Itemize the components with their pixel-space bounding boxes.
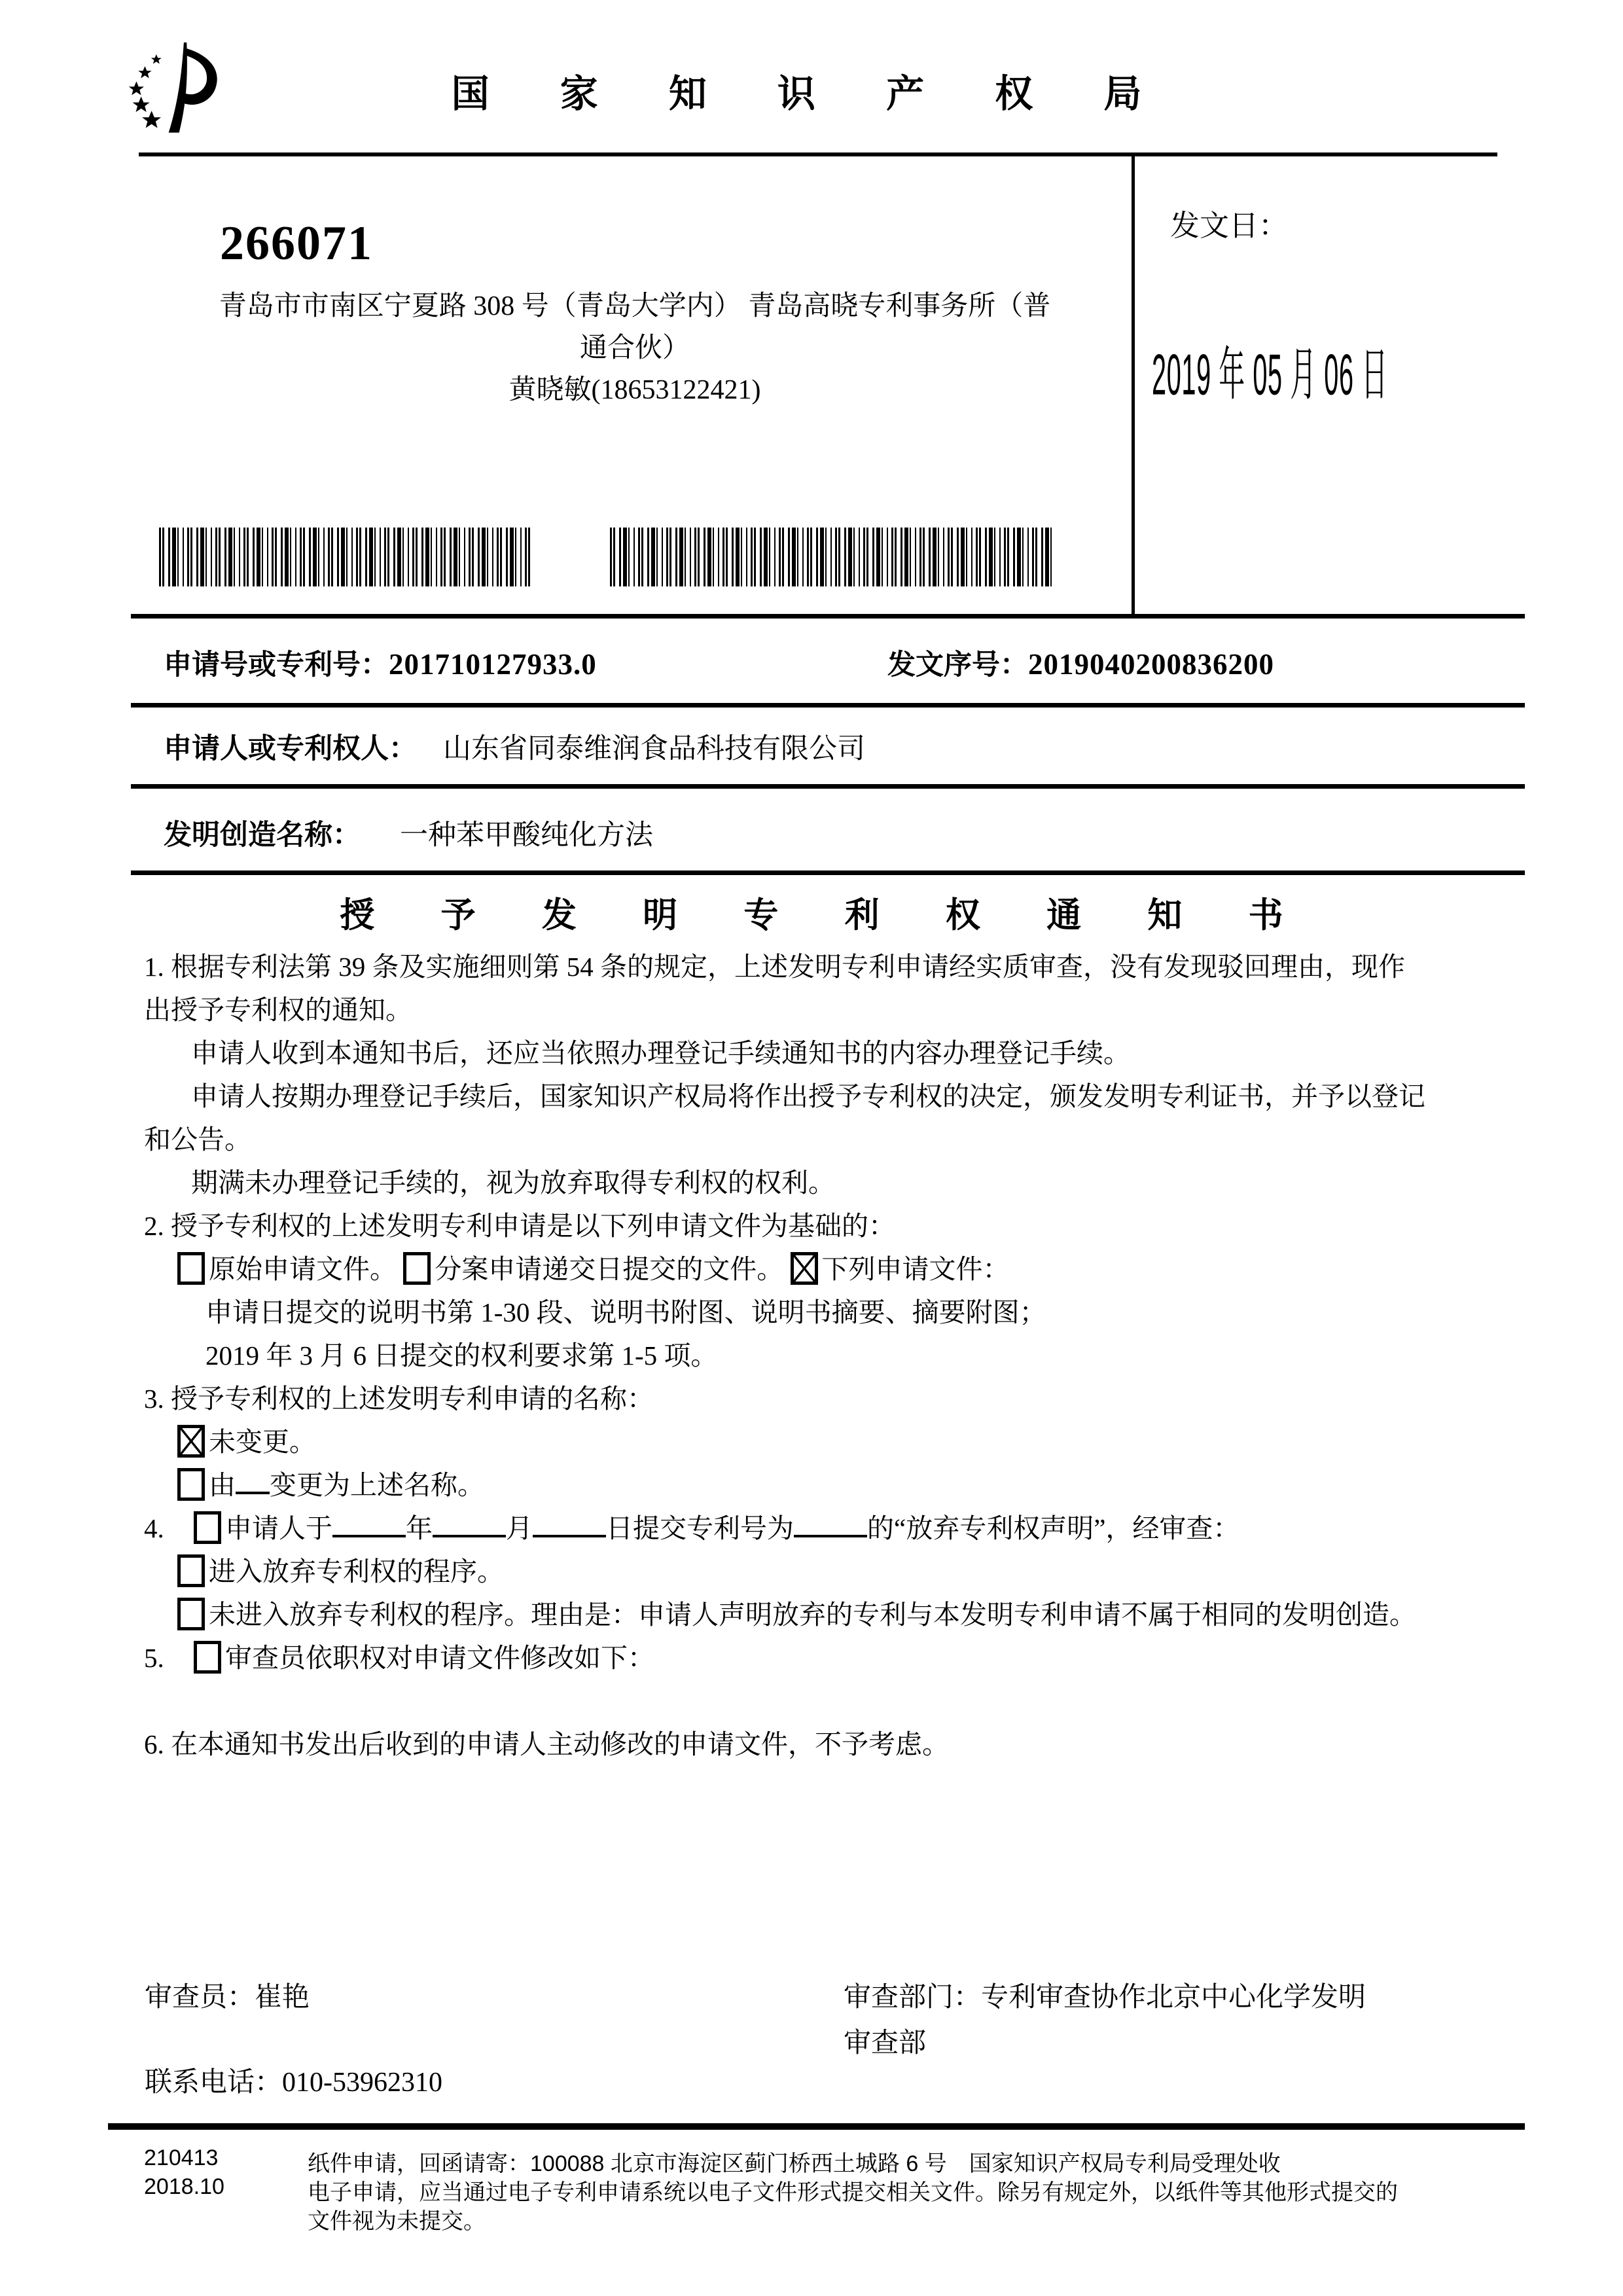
option-label: 由 xyxy=(209,1470,236,1500)
checkbox-name-changed[interactable] xyxy=(177,1468,205,1501)
option-label: 未进入放弃专利权的程序。理由是：申请人声明放弃的专利与本发明专利申请不属于相同的发明创造。 xyxy=(209,1600,1416,1630)
body-line: 申请人收到本通知书后，还应当依照办理登记手续通知书的内容办理登记手续。 xyxy=(191,1038,1130,1068)
section-rule-4 xyxy=(131,870,1525,875)
blank-patent-number xyxy=(794,1509,867,1537)
item5-text: 审查员依职权对申请文件修改如下： xyxy=(225,1643,654,1673)
examiner-name: 崔艳 xyxy=(255,1982,310,2013)
footer-line1: 纸件申请，回函请寄：100088 北京市海淀区蓟门桥西土城路 6 号 国家知识产权局专利局受理处收 xyxy=(308,2151,1281,2176)
body-line: 出授予专利权的通知。 xyxy=(144,995,412,1025)
blank-year xyxy=(332,1509,406,1537)
checkbox-original-files[interactable] xyxy=(177,1252,205,1285)
blank-name xyxy=(236,1465,270,1494)
applicant-label: 申请人或专利权人： xyxy=(164,734,417,764)
item4-line xyxy=(144,1507,1529,1550)
item5-line xyxy=(144,1636,1529,1679)
application-number-value: 201710127933.0 xyxy=(389,648,597,681)
checkbox-divisional-files[interactable] xyxy=(403,1252,431,1285)
body-line: 申请人按期办理登记手续后，国家知识产权局将作出授予专利权的决定，颁发发明专利证书，并予以登记 xyxy=(191,1081,1425,1111)
dispatch-serial-label: 发文序号： xyxy=(887,650,1028,681)
option-label: 下列申请文件： xyxy=(821,1254,1010,1284)
item-number: 4. xyxy=(144,1513,164,1543)
phone-value: 010-53962310 xyxy=(282,2068,443,2098)
barcode-dispatch-serial xyxy=(610,528,1054,586)
footer-line3: 文件视为未提交。 xyxy=(308,2209,486,2234)
option-label: 原始申请文件。 xyxy=(209,1254,397,1284)
invention-title-field xyxy=(164,813,653,853)
body-line: 申请日提交的说明书第 1-30 段、说明书附图、说明书摘要、摘要附图； xyxy=(205,1297,1046,1327)
department-field-line2 xyxy=(844,2021,926,2060)
body-line: 2019 年 3 月 6 日提交的权利要求第 1-5 项。 xyxy=(205,1340,718,1371)
examiner-label: 审查员： xyxy=(145,1982,255,2013)
recipient-postcode: 266071 xyxy=(220,217,373,270)
body-line: 1. 根据专利法第 39 条及实施细则第 54 条的规定，上述发明专利申请经实质审查，没有发现驳回理由，现作 xyxy=(144,952,1405,982)
checkbox-examiner-amendment[interactable] xyxy=(194,1641,221,1674)
footer-form-code: 210413 xyxy=(144,2145,219,2170)
notice-title: 授 予 发 明 专 利 权 通 知 书 xyxy=(340,897,1312,935)
name-unchanged-line xyxy=(144,1420,1529,1463)
dispatch-serial-field xyxy=(887,643,1274,683)
agency-title: 国 家 知 识 产 权 局 xyxy=(451,73,1172,115)
phone-label: 联系电话： xyxy=(145,2068,283,2098)
recipient-contact: 黄晓敏(18653122421) xyxy=(508,375,761,405)
recipient-address-line2: 通合伙） xyxy=(579,333,690,363)
department-label: 审查部门： xyxy=(844,1982,982,2013)
recipient-address xyxy=(144,285,1126,411)
option-label: 分案申请递交日提交的文件。 xyxy=(435,1254,784,1284)
body-line: 3. 授予专利权的上述发明专利申请的名称： xyxy=(144,1384,654,1414)
dispatch-date-label: 发文日： xyxy=(1170,209,1289,242)
body-line: 期满未办理登记手续的，视为放弃取得专利权的权利。 xyxy=(191,1168,835,1198)
dispatch-serial-value: 2019040200836200 xyxy=(1028,648,1274,681)
invention-title-label: 发明创造名称： xyxy=(164,820,361,851)
body-line: 2. 授予专利权的上述发明专利申请是以下列申请文件为基础的： xyxy=(144,1211,895,1241)
section-rule-2 xyxy=(131,703,1525,708)
footer-form-date: 2018.10 xyxy=(144,2174,224,2199)
section-rule-3 xyxy=(131,784,1525,789)
header-rule xyxy=(139,152,1497,156)
option-label: 未变更。 xyxy=(209,1427,316,1457)
checkbox-listed-files[interactable] xyxy=(791,1252,818,1285)
department-field-line1 xyxy=(844,1975,1366,2015)
checkbox-not-enter-abandon[interactable] xyxy=(177,1598,205,1630)
dispatch-date-value: 2019 年 05 月 06 日 xyxy=(1152,342,1388,407)
item4-text: 日提交专利号为 xyxy=(606,1513,794,1543)
barcode-application-number xyxy=(159,528,532,586)
department-value: 审查部 xyxy=(844,2028,927,2058)
item4-text: 年 xyxy=(406,1513,433,1543)
option-label: 变更为上述名称。 xyxy=(270,1470,484,1500)
checkbox-abandon-declaration[interactable] xyxy=(194,1511,221,1544)
phone-field xyxy=(145,2060,442,2100)
applicant-field xyxy=(164,726,865,766)
recipient-address-line1: 青岛市市南区宁夏路 308 号（青岛大学内） 青岛高晓专利事务所（普 xyxy=(219,291,1051,321)
blank-month xyxy=(433,1509,506,1537)
abandon-not-enter-line xyxy=(144,1593,1529,1636)
item-number: 5. xyxy=(144,1643,164,1673)
item4-text: 月 xyxy=(506,1513,533,1543)
applicant-value: 山东省同泰维润食品科技有限公司 xyxy=(443,734,865,764)
body-line: 和公告。 xyxy=(144,1124,251,1155)
name-changed-line xyxy=(144,1463,1529,1507)
blank-day xyxy=(533,1509,606,1537)
abandon-enter-line xyxy=(144,1550,1529,1593)
footer-rule xyxy=(108,2123,1525,2130)
basis-options-line xyxy=(144,1247,1529,1291)
option-label: 进入放弃专利权的程序。 xyxy=(209,1556,504,1587)
item4-text: 申请人于 xyxy=(225,1513,332,1543)
notice-body xyxy=(144,945,1529,1766)
department-value: 专利审查协作北京中心化学发明 xyxy=(981,1982,1366,2013)
dispatch-box-divider xyxy=(1132,152,1135,616)
body-line: 6. 在本通知书发出后收到的申请人主动修改的申请文件，不予考虑。 xyxy=(144,1729,949,1759)
checkbox-enter-abandon[interactable] xyxy=(177,1554,205,1587)
application-number-field xyxy=(164,643,597,683)
application-number-label: 申请号或专利号： xyxy=(164,650,389,681)
section-rule-1 xyxy=(131,614,1525,619)
invention-title-value: 一种苯甲酸纯化方法 xyxy=(400,820,653,851)
examiner-field xyxy=(145,1975,310,2015)
checkbox-name-unchanged[interactable] xyxy=(177,1425,205,1458)
footer-line2: 电子申请，应当通过电子专利申请系统以电子文件形式提交相关文件。除另有规定外，以纸件等其他形式提交的 xyxy=(308,2180,1398,2205)
item4-text: 的“放弃专利权声明”，经审查： xyxy=(867,1513,1240,1543)
